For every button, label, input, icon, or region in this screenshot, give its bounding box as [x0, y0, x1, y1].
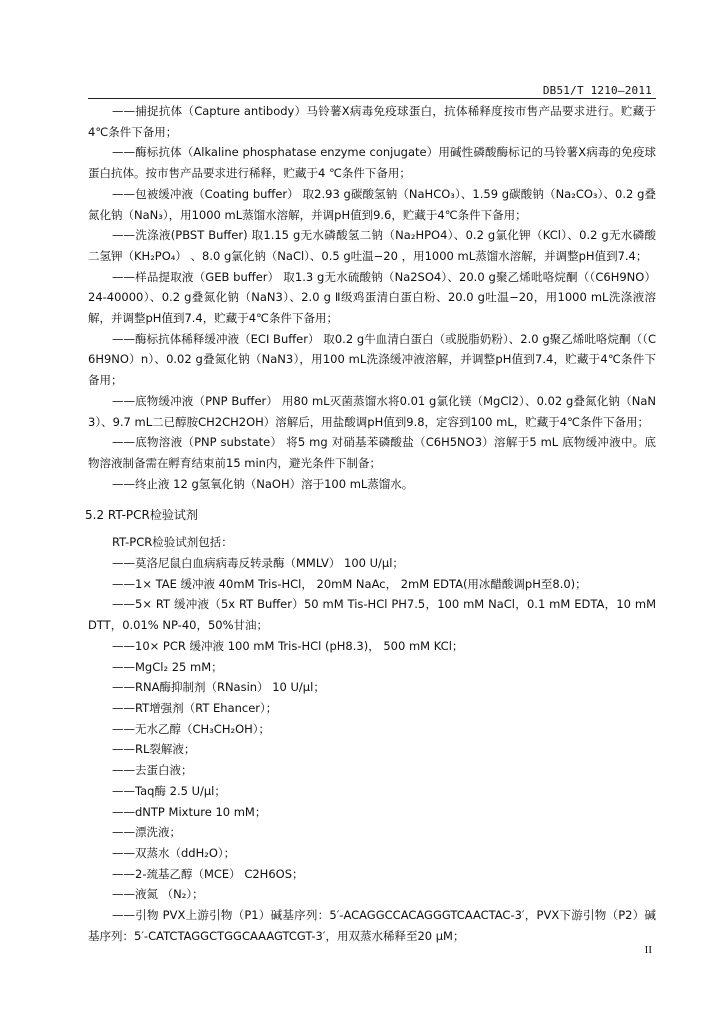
list-item: ——去蛋白液； [112, 763, 193, 778]
reagent-geb-buffer: ——样品提取液（GEB buffer） 取1.3 g无水硫酸钠（Na2SO4）、20.0 g聚乙烯吡咯烷酮（（C6H9NO）24-40000）、0.2 g叠氮化钠（NaN3）、2.0 g Ⅱ级鸡蛋清白蛋白粉、20.0 g吐温−20，用1000 mL洗涤液溶解，并调整pH值到7.4，贮藏于4℃条件下备用； [88, 269, 656, 326]
reagent-enzyme-conjugate: ——酶标抗体（Alkaline phosphatase enzyme conjugate）用碱性磷酸酶标记的马铃薯X病毒的免疫球蛋白抗体。按市售产品要求进行稀释，贮藏于4 ℃条件下备用； [88, 145, 656, 181]
list-item: ——Taq酶 2.5 U/μl； [112, 783, 226, 798]
page-number: II [644, 944, 652, 956]
list-item: ——液氮 （N₂）； [112, 887, 204, 902]
list-item-primers: ——引物 PVX上游引物（P1）碱基序列：5′-ACAGGCCACAGGGTCAACTAC-3′，PVX下游引物（P2）碱基序列：5′-CATCTAGGCTGGCAAAGTCGT-3′，用双蒸水稀释至20 μM； [88, 908, 656, 943]
section-intro: RT-PCR检验试剂包括： [112, 535, 233, 550]
list-item: ——MgCl₂ 25 mM； [112, 659, 223, 674]
section-heading-5-2: 5.2 RT-PCR检验试剂 [85, 508, 198, 523]
list-item: ——莫洛尼鼠白血病病毒反转录酶（MMLV） 100 U/μl； [112, 556, 404, 571]
list-item: ——10× PCR 缓冲液 100 mM Tris-HCl (pH8.3)， 500 mM KCl； [112, 638, 464, 653]
header-rule [88, 98, 656, 99]
list-item: ——双蒸水（ddH₂O）； [112, 845, 236, 860]
reagent-pbst-buffer: ——洗涤液(PBST Buffer) 取1.15 g无水磷酸氢二钠（Na₂HPO4）、0.2 g氯化钾（KCl）、0.2 g无水磷酸二氢钾（KH₂PO₄） 、8.0 g氯化钠（NaCl）、0.5 g吐温−20 ，用1000 mL蒸馏水溶解，并调整pH值到7.4； [88, 228, 656, 263]
reagent-capture-antibody: ——捕捉抗体（Capture antibody）马铃薯X病毒免疫球蛋白，抗体稀释度按市售产品要求进行。贮藏于4℃条件下备用； [88, 104, 656, 139]
list-item: ——无水乙醇（CH₃CH₂OH）； [112, 721, 271, 736]
standard-number: DB51/T 1210—2011 [542, 84, 652, 97]
list-item: ——2-巯基乙醇（MCE） C2H6OS； [112, 866, 304, 881]
reagent-pnp-substate: ——底物溶液（PNP substate） 将5 mg 对硝基苯磷酸盐（C6H5NO3）溶解于5 mL 底物缓冲液中。底物溶液制备需在孵育结束前15 min内，避光条件下制备； [88, 435, 656, 470]
reagent-stop-solution: ——终止液 12 g氢氧化钠（NaOH）溶于100 mL蒸馏水。 [112, 476, 414, 491]
list-item: ——RT增强剂（RT Ehancer）； [112, 700, 278, 715]
document-body [85, 101, 656, 946]
list-item: ——RNA酶抑制剂（RNasin） 10 U/μl； [112, 680, 325, 695]
reagent-coating-buffer: ——包被缓冲液（Coating buffer） 取2.93 g碳酸氢钠（NaHCO₃）、1.59 g碳酸钠（Na₂CO₃）、0.2 g叠氮化钠（NaN₃），用1000 mL蒸馏水溶解，并调pH值到9.6，贮藏于4℃条件下备用； [88, 186, 656, 222]
list-item: ——RL裂解液； [112, 742, 196, 757]
list-item: ——漂洗液； [112, 825, 181, 840]
list-item: ——1× TAE 缓冲液 40mM Tris-HCl， 20mM NaAc， 2mM EDTA(用冰醋酸调pH至8.0)； [112, 576, 587, 591]
reagent-pnp-buffer: ——底物缓冲液（PNP Buffer） 用80 mL灭菌蒸馏水将0.01 g氯化镁（MgCl2）、0.02 g叠氮化钠（NaN3）、9.7 mL二已醇胺CH2CH2OH）溶解后，用盐酸调pH值到9.8，定容到100 mL，贮藏于4℃条件下备用； [88, 393, 656, 429]
reagent-eci-buffer: ——酶标抗体稀释缓冲液（ECI Buffer） 取0.2 g牛血清白蛋白（或脱脂奶粉）、2.0 g聚乙烯吡咯烷酮（（C6H9NO）n）、0.02 g叠氮化钠（NaN3），用100 mL洗涤缓冲液溶解，并调整pH值到7.4，贮藏于4℃条件下备用； [88, 331, 656, 388]
list-item: ——dNTP Mixture 10 mM； [112, 804, 267, 819]
list-item: ——5× RT 缓冲液（5x RT Buffer）50 mM Tis-HCl PH7.5，100 mM NaCl，0.1 mM EDTA，10 mM DTT，0.01% NP-40，50%甘油； [88, 597, 656, 633]
